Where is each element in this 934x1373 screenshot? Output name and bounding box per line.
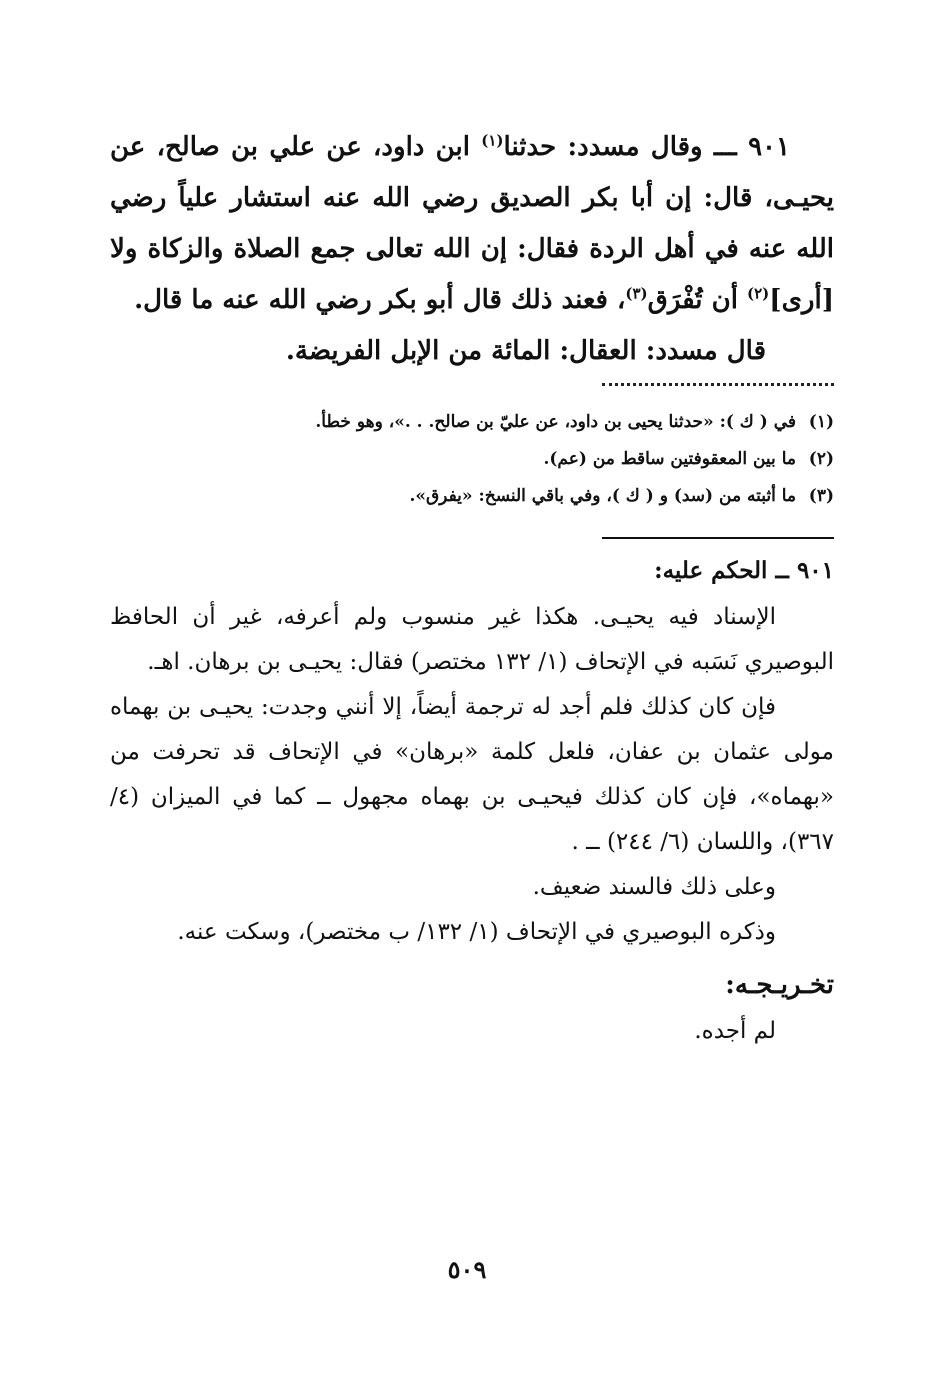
page-content: [110, 122, 834, 1054]
ruling-paragraph-2: [110, 685, 834, 865]
footnote-text: في ( ك ): «حدثنا يحيى بن داود، عن عليّ بن صالح. . .»، وهو خطأ.: [315, 412, 796, 432]
hadith-dash: ـــ: [713, 132, 737, 162]
footnotes: [110, 404, 834, 515]
ruling-paragraph-3: وعلى ذلك فالسند ضعيف.: [532, 874, 776, 900]
ruling-paragraph-2-text: فإن كان كذلك فلم أجد له ترجمة أيضاً، إلا أنني وجدت: يحيـى بن بهماه مولى عثمان بن عفان، فلعل كلمة «برهان» في الإتحاف قد تحرفت من «بهماه»، فإن كان كذلك فيحيـى بن بهماه مجهول ــ كما في الميزان (٤/ ٣٦٧)، واللسان (٦/ ٢٤٤) ــ .: [110, 694, 834, 855]
footnote-ref-1: (١): [481, 131, 504, 150]
footnote-ref-2: (٢): [746, 284, 770, 303]
musaddad-note: قال مسدد: العقال: المائة من الإبل الفريضة.: [285, 336, 766, 366]
ruling-paragraph-4: وذكره البوصيري في الإتحاف (١/ ١٣٢/ ب مختصر)، وسكت عنه.: [177, 919, 776, 945]
takhrij-title: تخـريـجـه:: [725, 970, 834, 1000]
ruling-paragraph-1-text: الإسناد فيه يحيـى. هكذا غير منسوب ولم أعرفه، غير أن الحافظ البوصيري نَسَبه في الإتحاف (١/ ١٣٢ مختصر) فقال: يحيـى بن برهان. اهـ.: [110, 604, 834, 675]
footnote-3: [110, 478, 834, 515]
footnote-number: (٣): [808, 486, 834, 506]
hadith-number: ٩٠١: [748, 132, 790, 162]
footnote-text: ما أثبته من (سد) و ( ك )، وفي باقي النسخ: «يفرق».: [409, 486, 796, 506]
hadith-text-part1: وقال مسدد: حدثنا: [503, 132, 703, 162]
hadith-text-part2: ابن داود، عن علي بن صالح، عن يحيـى، قال: إن أبا بكر الصديق رضي الله عنه استشار علياً رضي الله عنه في أهل الردة فقال: إن الله تعالى جمع الصلاة والزكاة ولا [أرى]: [110, 132, 834, 315]
page-number: ٥٠٩: [447, 1255, 487, 1284]
ruling-title: ٩٠١ ــ الحكم عليه:: [654, 557, 834, 584]
footnote-2: [110, 441, 834, 478]
ruling-paragraph-1: [110, 595, 834, 685]
section-divider: [602, 537, 834, 539]
footnote-ref-3: (٣): [625, 284, 648, 303]
footnote-number: (٢): [808, 449, 834, 469]
hadith-text: [110, 122, 834, 326]
takhrij-text: لم أجده.: [694, 1018, 776, 1044]
footnote-1: [110, 404, 834, 441]
footnote-text: ما بين المعقوفتين ساقط من (عم).: [543, 449, 796, 469]
hadith-text-part3: أن تُفْرَق: [647, 285, 738, 315]
hadith-text-part4: ، فعند ذلك قال أبو بكر رضي الله عنه ما قال.: [134, 285, 626, 315]
footnote-number: (١): [808, 412, 834, 432]
footnote-separator: [602, 383, 834, 386]
